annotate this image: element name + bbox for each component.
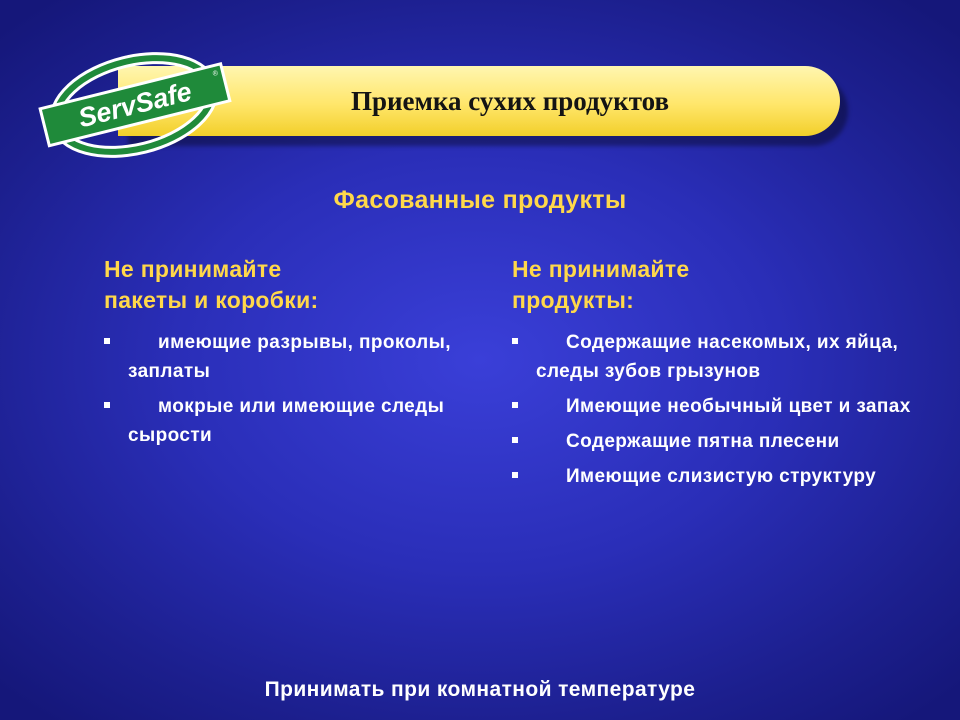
right-heading-line1: Не принимайте [512, 256, 690, 282]
list-item-text: имеющие разрывы, проколы, заплаты [128, 332, 451, 382]
footer-note: Принимать при комнатной температуре [264, 678, 696, 701]
servsafe-logo [34, 50, 234, 160]
list-item [512, 427, 912, 456]
right-column-heading [512, 254, 912, 316]
subtitle: Фасованные продукты [333, 186, 627, 214]
slide-title: Приемка сухих продуктов [350, 86, 670, 116]
list-item [512, 462, 912, 491]
right-column [512, 254, 912, 497]
left-heading-line1: Не принимайте [104, 256, 282, 282]
list-item-text: Содержащие насекомых, их яйца, следы зубов грызунов [536, 332, 899, 382]
list-item-text: мокрые или имеющие следы сырости [128, 396, 445, 446]
left-heading-line2: пакеты и коробки: [104, 287, 319, 313]
list-item-text: Имеющие необычный цвет и запах [566, 396, 911, 417]
list-item [104, 328, 484, 386]
list-item-text: Содержащие пятна плесени [566, 431, 840, 452]
right-heading-line2: продукты: [512, 287, 635, 313]
square-bullet-icon [512, 437, 518, 443]
square-bullet-icon [512, 338, 518, 344]
left-column [104, 254, 484, 456]
left-column-heading [104, 254, 484, 316]
left-item-list [104, 328, 484, 450]
list-item [104, 392, 484, 450]
right-item-list [512, 328, 912, 491]
list-item [512, 392, 912, 421]
square-bullet-icon [104, 402, 110, 408]
square-bullet-icon [512, 472, 518, 478]
svg-text:®: ® [212, 69, 219, 78]
square-bullet-icon [512, 402, 518, 408]
list-item-text: Имеющие слизистую структуру [566, 466, 877, 487]
list-item [512, 328, 912, 386]
svg-text:ServSafe: ServSafe [75, 76, 195, 134]
square-bullet-icon [104, 338, 110, 344]
